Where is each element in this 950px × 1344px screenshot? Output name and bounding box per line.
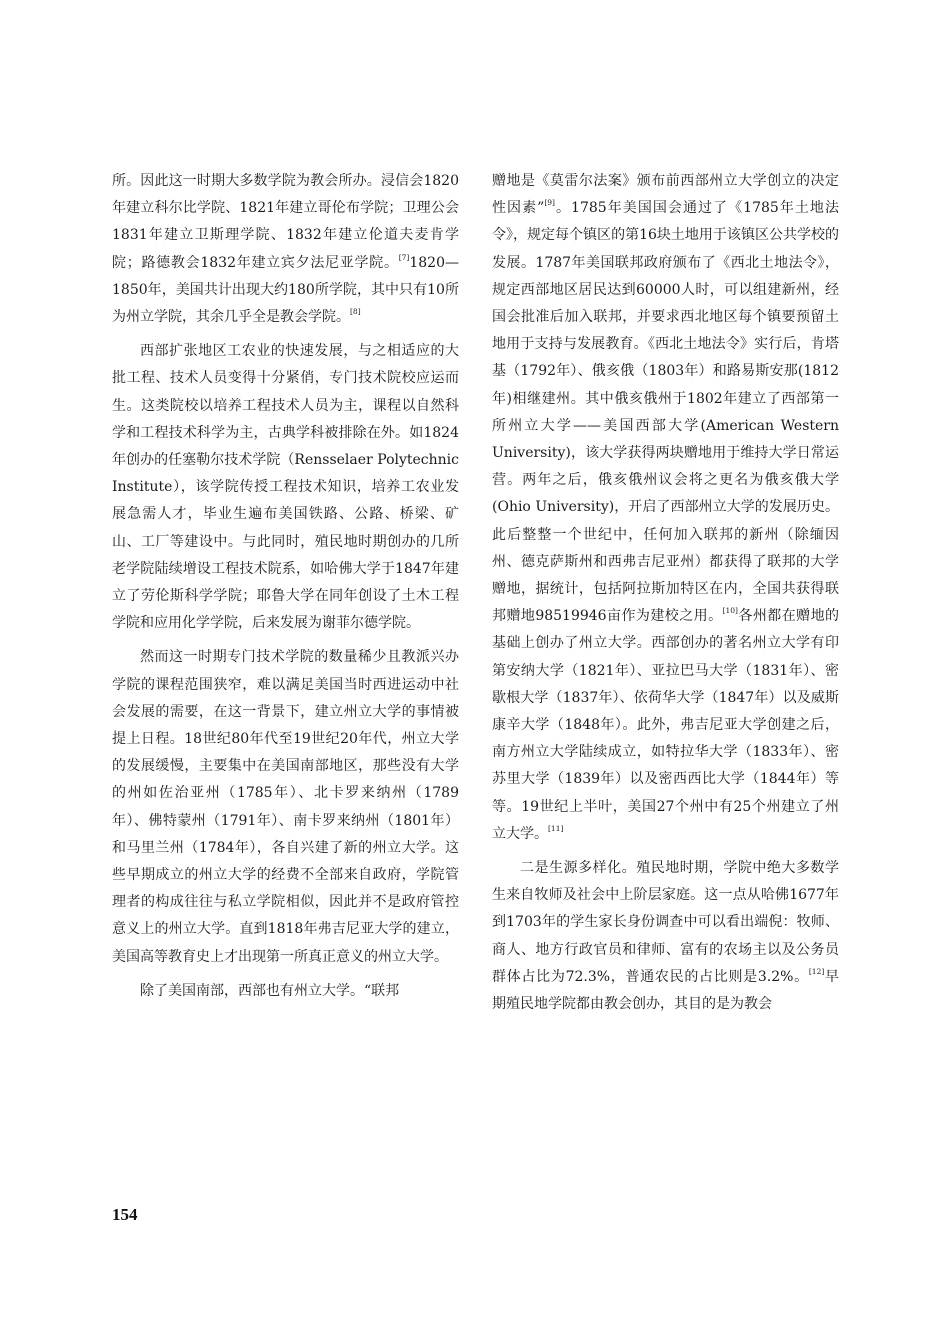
paragraph-text: 各州都在赠地的基础上创办了州立大学。西部创办的著名州立大学有印第安纳大学（1821年）、亚拉巴马大学（1831年）、密歇根大学（1837年）、依荷华大学（1847年）以及威斯康辛大学（1848年）。此外，弗吉尼亚大学创建之后，南方州立大学陆续成立，如特拉华大学（1833年）、密苏里大学（1839年）以及密西西比大学（1844年）等等。19世纪上半叶，美国27个州中有25个州建立了州立大学。: [492, 608, 840, 842]
paragraph: [492, 168, 839, 848]
citation-marker: [12]: [808, 966, 825, 976]
paragraph-text: 然而这一时期专门技术学院的数量稀少且教派兴办学院的课程范围狭窄，难以满足美国当时西进运动中社会发展的需要，在这一背景下，建立州立大学的事情被提上日程。18世纪80年代至19世纪20年代，州立大学的发展缓慢，主要集中在美国南部地区，那些没有大学的州如佐治亚州（1785年）、北卡罗来纳州（1789年）、佛特蒙州（1791年）、南卡罗来纳州（1801年）和马里兰州（1784年），各自兴建了新的州立大学。这些早期成立的州立大学的经费不全部来自政府，学院管理者的构成往往与私立学院相似，因此并不是政府管控意义上的州立大学。直到1818年弗吉尼亚大学的建立，美国高等教育史上才出现第一所真正意义的州立大学。: [112, 649, 459, 965]
paragraph-text: 西部扩张地区工农业的快速发展，与之相适应的大批工程、技术人员变得十分紧俏，专门技术院校应运而生。这类院校以培养工程技术人员为主，课程以自然科学和工程技术科学为主，古典学科被排除在外。如1824年创办的任塞勒尔技术学院（Rensselaer Polytechnic Institute），该学院传授工程技术知识，培养工农业发展急需人才，毕业生遍布美国铁路、公路、桥梁、矿山、工厂等建设中。与此同时，殖民地时期创办的几所老学院陆续增设工程技术院系，如哈佛大学于1847年建立了劳伦斯科学学院；耶鲁大学在同年创设了土木工程学院和应用化学学院，后来发展为谢菲尔德学院。: [112, 343, 459, 632]
right-text-column: [492, 168, 839, 1018]
paragraph: [112, 978, 459, 1005]
paragraph-text: 1820—1850年，美国共计出现大约180所学院，其中只有10所为州立学院，其余几乎全是教会学院。: [112, 254, 459, 326]
paragraph-text: 早期殖民地学院都由教会创办，其目的是为教会: [492, 968, 839, 1013]
page-number: 154: [112, 1205, 138, 1224]
paragraph-text: 除了美国南部，西部也有州立大学。“联邦: [140, 982, 400, 999]
paragraph-text: 。1785年美国国会通过了《1785年土地法令》，规定每个镇区的第16块土地用于该镇区公共学校的发展。1787年美国联邦政府颁布了《西北土地法令》，规定西部地区居民达到60000人时，可以组建新州，经国会批准后加入联邦，并要求西北地区每个镇要预留土地用于支持与发展教育。《西北土地法令》实行后，肯塔基（1792年）、俄亥俄（1803年）和路易斯安那(1812年)相继建州。其中俄亥俄州于1802年建立了西部第一所州立大学——美国西部大学(American Western University)，该大学获得两块赠地用于维持大学日常运营。两年之后，俄亥俄州议会将之更名为俄亥俄大学(Ohio University)，开启了西部州立大学的发展历史。此后整整一个世纪中，任何加入联邦的新州（除缅因州、德克萨斯州和西弗吉尼亚州）都获得了联邦的大学赠地，据统计，包括阿拉斯加特区在内，全国共获得联邦赠地98519946亩作为建校之用。: [492, 200, 839, 625]
paragraph-text: 所。因此这一时期大多数学院为教会所办。浸信会1820年建立科尔比学院、1821年建立哥伦布学院；卫理公会1831年建立卫斯理学院、1832年建立伦道夫麦肯学院；路德教会1832年建立宾夕法尼亚学院。: [112, 173, 459, 271]
citation-marker: [11]: [548, 823, 564, 833]
paragraph: [492, 855, 839, 1018]
paragraph-text: 二是生源多样化。殖民地时期，学院中绝大多数学生来自牧师及社会中上阶层家庭。这一点从哈佛1677年到1703年的学生家长身份调查中可以看出端倪：牧师、商人、地方行政官员和律师、富有的农场主以及公务员群体占比为72.3%，普通农民的占比则是3.2%。: [492, 860, 839, 985]
left-text-column: [112, 168, 459, 1005]
paragraph: [112, 644, 459, 970]
citation-marker: [9]: [544, 198, 555, 208]
citation-marker: [8]: [350, 307, 361, 317]
paragraph: [112, 168, 459, 331]
citation-marker: [7]: [398, 252, 410, 262]
paragraph: [112, 338, 459, 637]
citation-marker: [10]: [722, 606, 738, 616]
paragraph-text: 赠地是《莫雷尔法案》颁布前西部州立大学创立的决定性因素”: [492, 173, 839, 217]
